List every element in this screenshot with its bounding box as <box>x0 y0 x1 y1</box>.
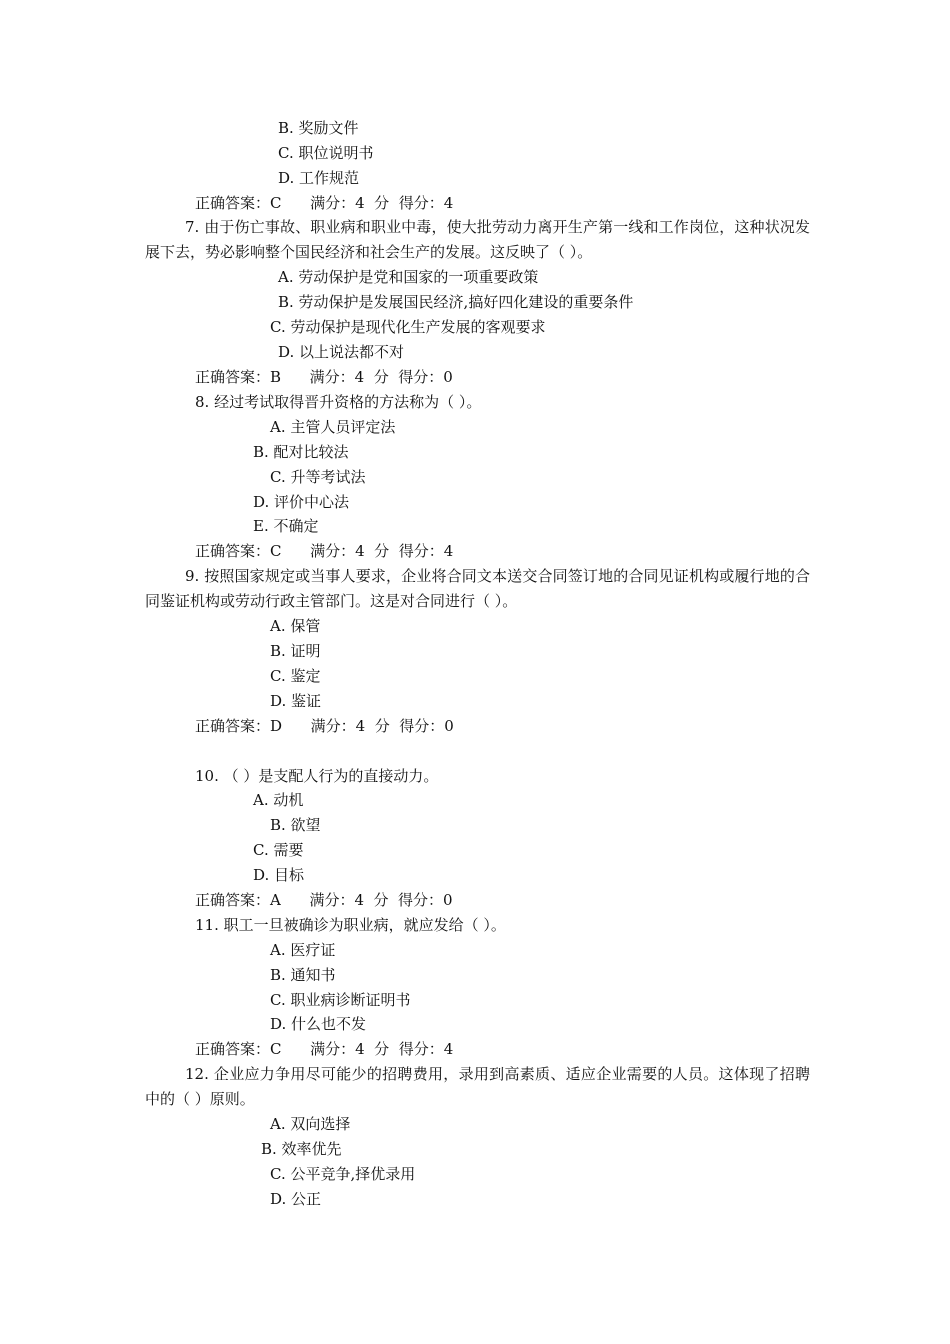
option-e: E. 不确定 <box>253 517 319 535</box>
option-d: D. 评价中心法 <box>253 493 350 511</box>
option-d: D. 鉴证 <box>270 692 322 710</box>
question-8-stem: 8. 经过考试取得晋升资格的方法称为（ ）。 <box>195 393 482 411</box>
option-c: C. 鉴定 <box>270 667 321 685</box>
option-b: B. 欲望 <box>270 816 321 834</box>
option-b: B. 通知书 <box>270 966 336 984</box>
option-c: C. 职位说明书 <box>278 144 374 162</box>
option-c: C. 劳动保护是现代化生产发展的客观要求 <box>270 318 546 336</box>
option-b: B. 效率优先 <box>261 1140 342 1158</box>
question-9-stem: 9. 按照国家规定或当事人要求，企业将合同文本送交合同签订地的合同见证机构或履行地的合同鉴证机构或劳动行政主管部门。这是对合同进行（ ）。 <box>145 567 810 610</box>
answer-line: 正确答案：C 满分：4 分 得分：4 <box>195 542 454 560</box>
option-a: A. 双向选择 <box>270 1115 351 1133</box>
option-d: D. 什么也不发 <box>270 1015 367 1033</box>
option-d: D. 以上说法都不对 <box>278 343 405 361</box>
answer-line: 正确答案：A 满分：4 分 得分：0 <box>195 891 453 909</box>
question-7-stem: 7. 由于伤亡事故、职业病和职业中毒，使大批劳动力离开生产第一线和工作岗位，这种状况发展下去，势必影响整个国民经济和社会生产的发展。这反映了（ ）。 <box>145 218 810 261</box>
answer-line: 正确答案：D 满分：4 分 得分：0 <box>195 717 454 735</box>
option-a: A. 保管 <box>270 617 321 635</box>
option-d: D. 工作规范 <box>278 169 360 187</box>
question-12-stem: 12. 企业应力争用尽可能少的招聘费用，录用到高素质、适应企业需要的人员。这体现了招聘中的（ ）原则。 <box>145 1065 810 1108</box>
option-a: A. 医疗证 <box>270 941 336 959</box>
question-11-stem: 11. 职工一旦被确诊为职业病，就应发给（ ）。 <box>195 916 506 934</box>
option-c: C. 职业病诊断证明书 <box>270 991 411 1009</box>
option-c: C. 公平竞争,择优录用 <box>270 1165 416 1183</box>
option-b: B. 配对比较法 <box>253 443 349 461</box>
answer-line: 正确答案：C 满分：4 分 得分：4 <box>195 1040 454 1058</box>
option-a: A. 主管人员评定法 <box>270 418 396 436</box>
option-d: D. 公正 <box>270 1190 322 1208</box>
option-a: A. 动机 <box>253 791 304 809</box>
option-b: B. 奖励文件 <box>278 119 359 137</box>
answer-line: 正确答案：B 满分：4 分 得分：0 <box>195 368 453 386</box>
option-a: A. 劳动保护是党和国家的一项重要政策 <box>278 268 539 286</box>
answer-line: 正确答案：C 满分：4 分 得分：4 <box>195 194 454 212</box>
question-10-stem: 10. （ ）是支配人行为的直接动力。 <box>195 767 439 785</box>
option-b: B. 证明 <box>270 642 321 660</box>
option-d: D. 目标 <box>253 866 305 884</box>
option-c: C. 需要 <box>253 841 304 859</box>
option-b: B. 劳动保护是发展国民经济,搞好四化建设的重要条件 <box>278 293 634 311</box>
option-c: C. 升等考试法 <box>270 468 366 486</box>
